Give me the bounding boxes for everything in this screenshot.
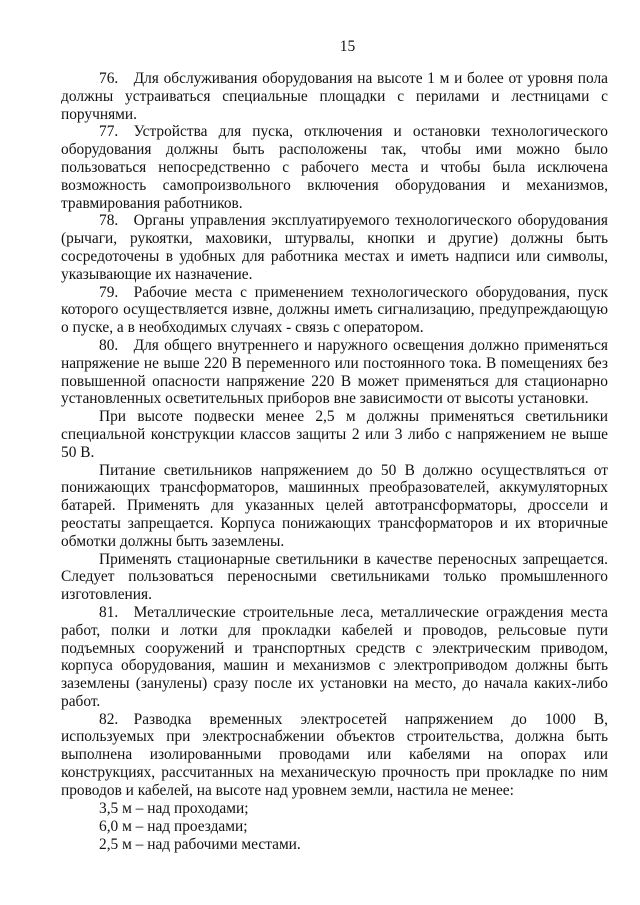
paragraph-80-power-supply: Питание светильников напряжением до 50 В должно осуществляться от понижающих трансформаторов, машинных преобразователей, аккумуляторных батарей. Применять для указанных целей автотрансформаторы, дроссели и реостаты запрещается. Корпуса понижающих трансформаторов и их вторичные обмотки должны быть заземлены. [61, 461, 608, 550]
paragraph-78: 78. Органы управления эксплуатируемого технологического оборудования (рычаги, рукоятки, маховики, штурвалы, кнопки и другие) должны быть сосредоточены в удобных для работника местах и иметь надписи или символы, указывающие их назначение. [61, 212, 608, 283]
paragraph-76: 76. Для обслуживания оборудования на высоте 1 м и более от уровня пола должны устраиваться специальные площадки с перилами и лестницами с поручнями. [61, 70, 608, 123]
paragraph-77: 77. Устройства для пуска, отключения и остановки технологического оборудования должны быть расположены так, чтобы ими можно было пользоваться непосредственно с рабочего места и чтобы была исключена возможность самопроизвольного включения оборудования и механизмов, травмирования работников. [61, 123, 608, 212]
list-item-workplaces: 2,5 м – над рабочими местами. [99, 836, 301, 854]
paragraph-79: 79. Рабочие места с применением технологического оборудования, пуск которого осуществляется извне, должны иметь сигнализацию, предупреждающую о пуске, а в необходимых случаях - связь с оператором. [61, 283, 608, 337]
list-item-driveways: 6,0 м – над проездами; [99, 817, 248, 835]
paragraph-80-suspension: При высоте подвески менее 2,5 м должны применяться светильники специальной конструкции классов защиты 2 или 3 либо с напряжением не выше 50 В. [61, 408, 608, 461]
paragraph-81: 81. Металлические строительные леса, металлические ограждения места работ, полки и лотки для прокладки кабелей и проводов, рельсовые пути подъемных сооружений и транспортных средств с электрическим приводом, корпуса оборудования, машин и механизмов с электроприводом должны быть заземлены (занулены) сразу после их установки на место, до начала каких-либо работ. [61, 603, 608, 710]
paragraph-82: 82. Разводка временных электросетей напряжением до 1000 В, используемых при электроснабжении объектов строительства, должна быть выполнена изолированными проводами или кабелями на опорах или конструкциях, рассчитанных на механическую прочность при прокладке по ним проводов и кабелей, на высоте над уровнем земли, настила не менее: [61, 710, 608, 799]
paragraph-80-portable-lamps: Применять стационарные светильники в качестве переносных запрещается. Следует пользоваться переносными светильниками только промышленного изготовления. [61, 550, 608, 604]
list-item-passages: 3,5 м – над проходами; [99, 799, 249, 817]
paragraph-80: 80. Для общего внутреннего и наружного освещения должно применяться напряжение не выше 220 В переменного или постоянного тока. В помещениях без повышенной опасности напряжение 220 В может применяться для стационарно установленных осветительных приборов вне зависимости от высоты установки. [61, 336, 608, 408]
page-number: 15 [339, 38, 356, 55]
